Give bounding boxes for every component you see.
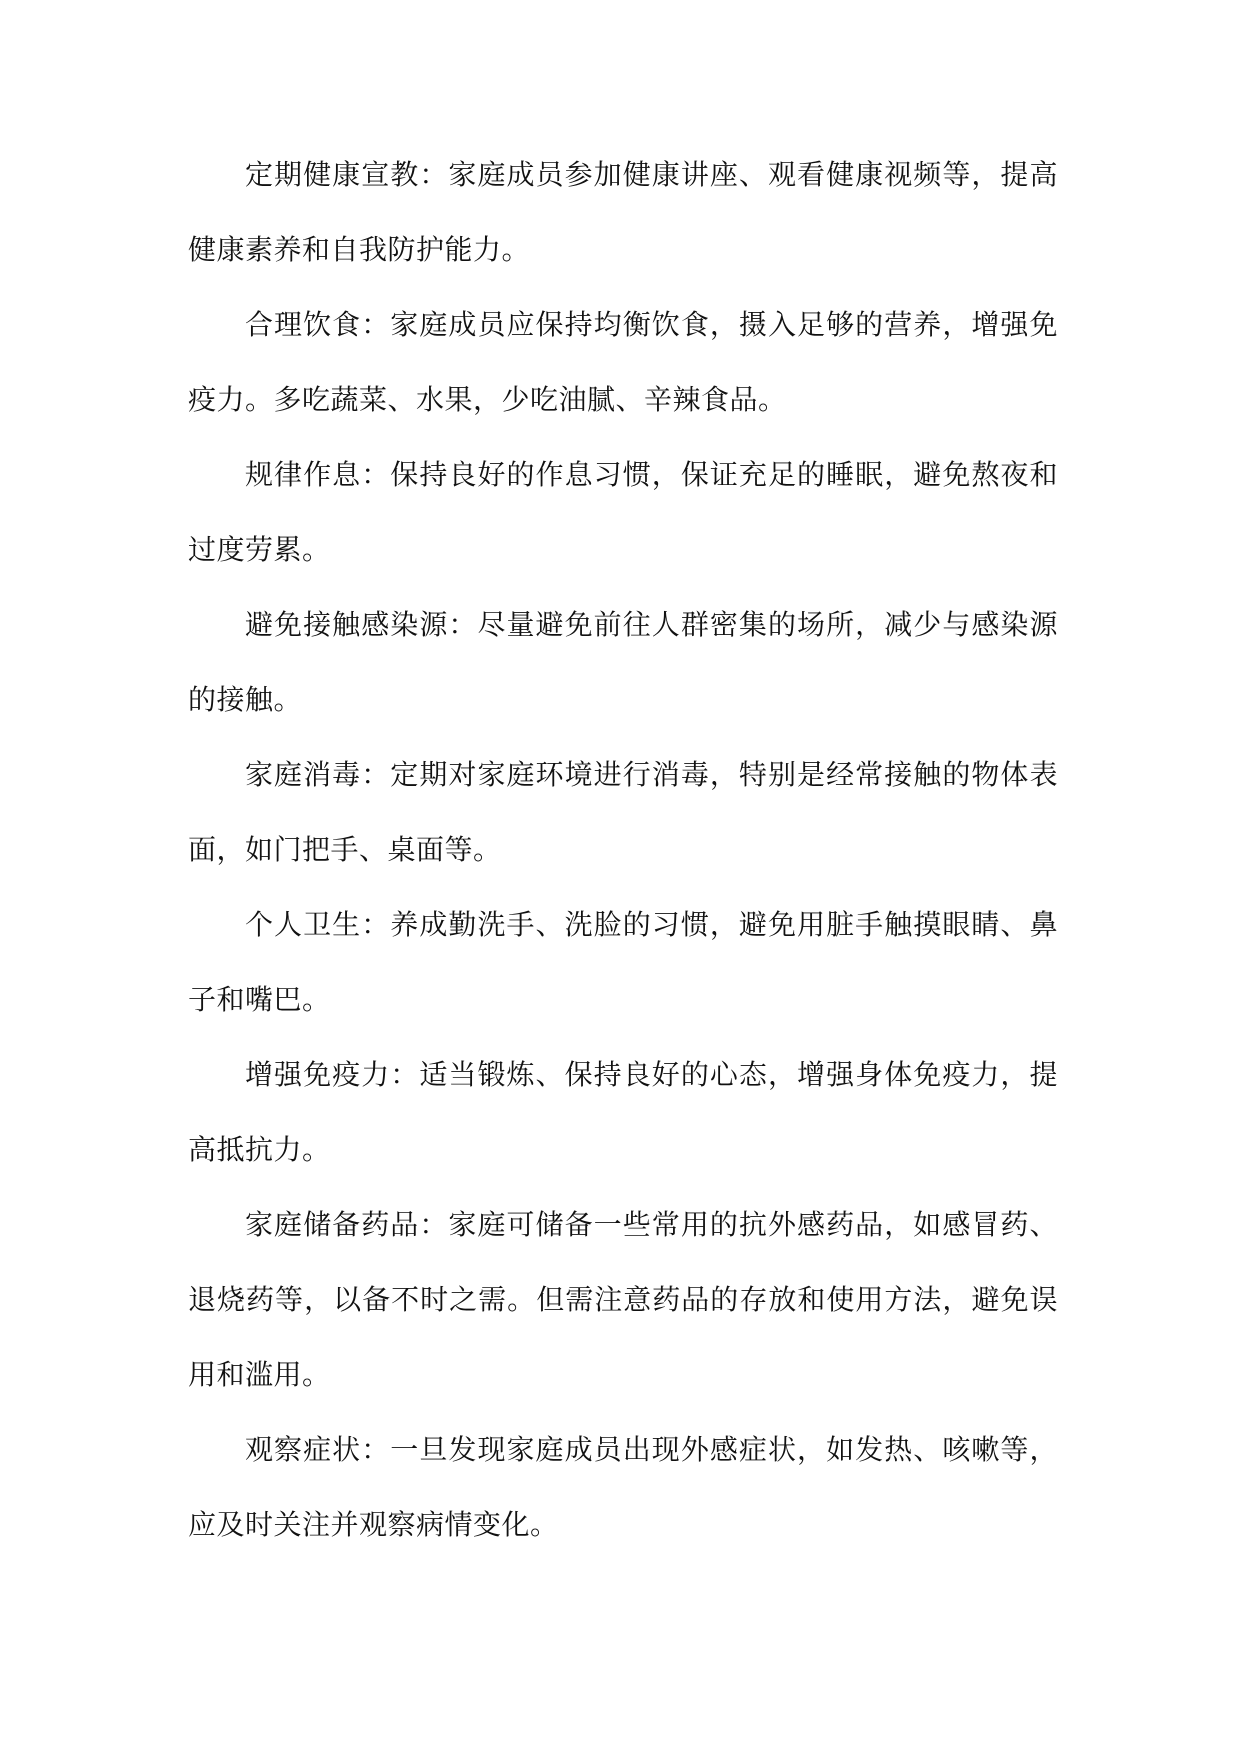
paragraph-personal-hygiene: 个人卫生：养成勤洗手、洗脸的习惯，避免用脏手触摸眼睛、鼻子和嘴巴。 [188,908,1058,1016]
paragraph-home-disinfection: 家庭消毒：定期对家庭环境进行消毒，特别是经常接触的物体表面，如门把手、桌面等。 [188,758,1058,866]
paragraph-immunity: 增强免疫力：适当锻炼、保持良好的心态，增强身体免疫力，提高抵抗力。 [188,1058,1058,1166]
paragraph-health-education: 定期健康宣教：家庭成员参加健康讲座、观看健康视频等，提高健康素养和自我防护能力。 [188,158,1058,266]
paragraph-routine: 规律作息：保持良好的作息习惯，保证充足的睡眠，避免熬夜和过度劳累。 [188,458,1058,566]
paragraph-avoid-infection: 避免接触感染源：尽量避免前往人群密集的场所，减少与感染源的接触。 [188,608,1058,716]
paragraph-diet: 合理饮食：家庭成员应保持均衡饮食，摄入足够的营养，增强免疫力。多吃蔬菜、水果，少吃油腻、辛辣食品。 [188,308,1058,416]
document-body [188,137,1058,1562]
paragraph-observe-symptoms: 观察症状：一旦发现家庭成员出现外感症状，如发热、咳嗽等，应及时关注并观察病情变化。 [188,1433,1058,1541]
paragraph-medicine-stock: 家庭储备药品：家庭可储备一些常用的抗外感药品，如感冒药、退烧药等，以备不时之需。但需注意药品的存放和使用方法，避免误用和滥用。 [188,1208,1058,1391]
